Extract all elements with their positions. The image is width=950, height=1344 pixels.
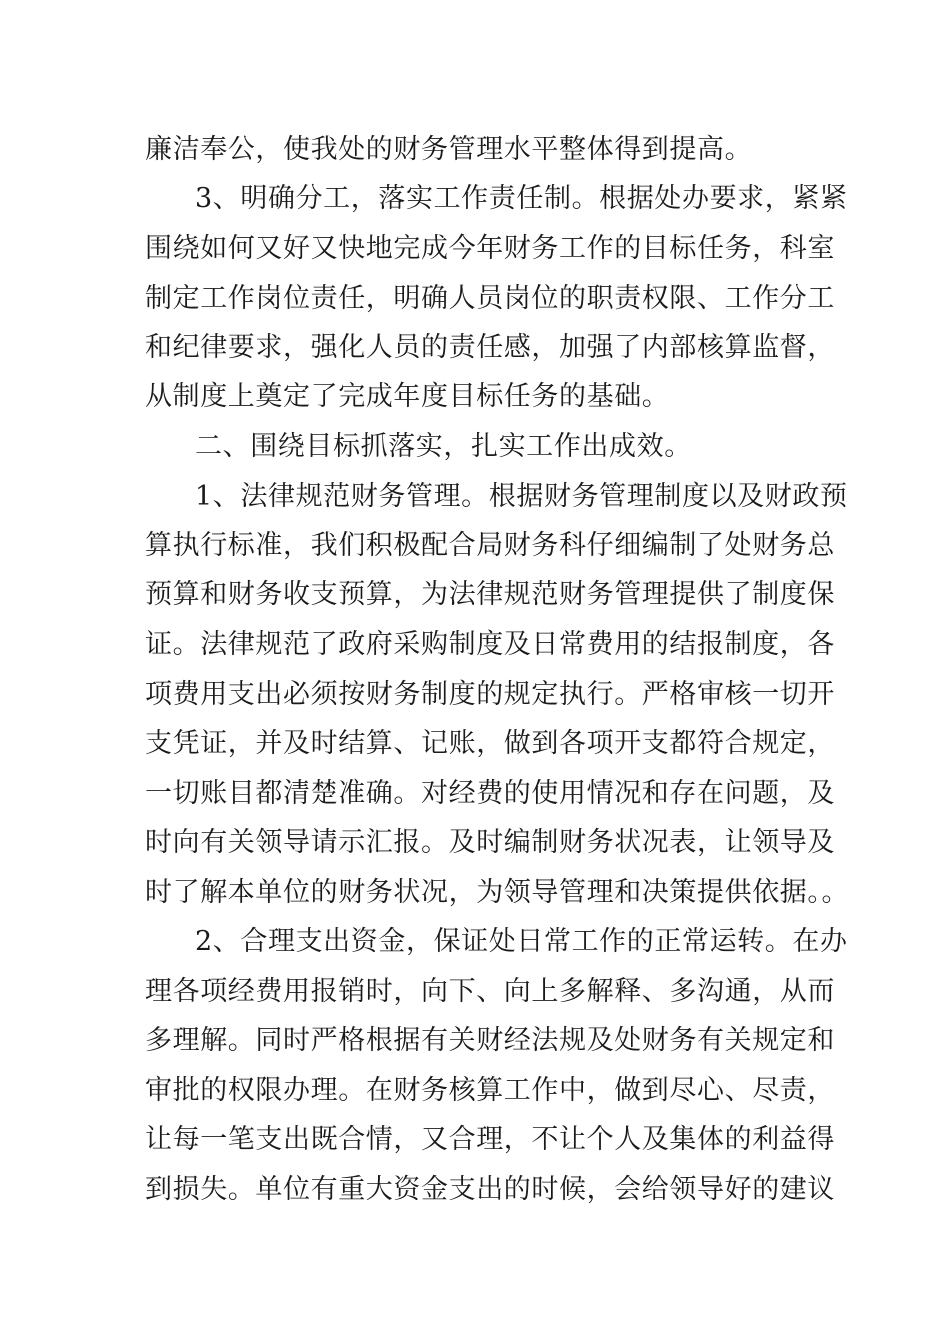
text-line: 时了解本单位的财务状况，为领导管理和决策提供依据。。 (145, 877, 850, 908)
text-line: 证。法律规范了政府采购制度及日常费用的结报制度，各 (145, 629, 835, 660)
text-line: 廉洁奉公，使我处的财务管理水平整体得到提高。 (145, 134, 753, 165)
text-line: 审批的权限办理。在财务核算工作中，做到尽心、尽责， (145, 1075, 835, 1106)
text-line: 一切账目都清楚准确。对经费的使用情况和存在问题，及 (145, 778, 835, 809)
paragraph-heading-3: 3、明确分工，落实工作责任制。根据处办要求，紧紧 (195, 183, 848, 214)
text-line: 项费用支出必须按财务制度的规定执行。严格审核一切开 (145, 679, 835, 710)
text-line: 算执行标准，我们积极配合局财务科仔细编制了处财务总 (145, 530, 835, 561)
section-heading-2: 二、围绕目标抓落实，扎实工作出成效。 (195, 431, 692, 462)
text-line: 制定工作岗位责任，明确人员岗位的职责权限、工作分工 (145, 283, 835, 314)
text-line: 和纪律要求，强化人员的责任感，加强了内部核算监督， (145, 332, 835, 363)
text-line: 从制度上奠定了完成年度目标任务的基础。 (145, 381, 670, 412)
text-line: 让每一笔支出既合情，又合理，不让个人及集体的利益得 (145, 1124, 835, 1155)
paragraph-heading-1: 1、法律规范财务管理。根据财务管理制度以及财政预 (195, 481, 848, 512)
text-line: 时向有关领导请示汇报。及时编制财务状况表，让领导及 (145, 827, 835, 858)
text-line: 预算和财务收支预算，为法律规范财务管理提供了制度保 (145, 579, 835, 610)
text-line: 支凭证，并及时结算、记账，做到各项开支都符合规定， (145, 728, 835, 759)
paragraph-heading-2: 2、合理支出资金，保证处日常工作的正常运转。在办 (195, 926, 848, 957)
text-line: 多理解。同时严格根据有关财经法规及处财务有关规定和 (145, 1025, 835, 1056)
text-line: 围绕如何又好又快地完成今年财务工作的目标任务，科室 (145, 233, 835, 264)
text-line: 到损失。单位有重大资金支出的时候，会给领导好的建议 (145, 1174, 835, 1205)
text-line: 理各项经费用报销时，向下、向上多解释、多沟通，从而 (145, 976, 835, 1007)
